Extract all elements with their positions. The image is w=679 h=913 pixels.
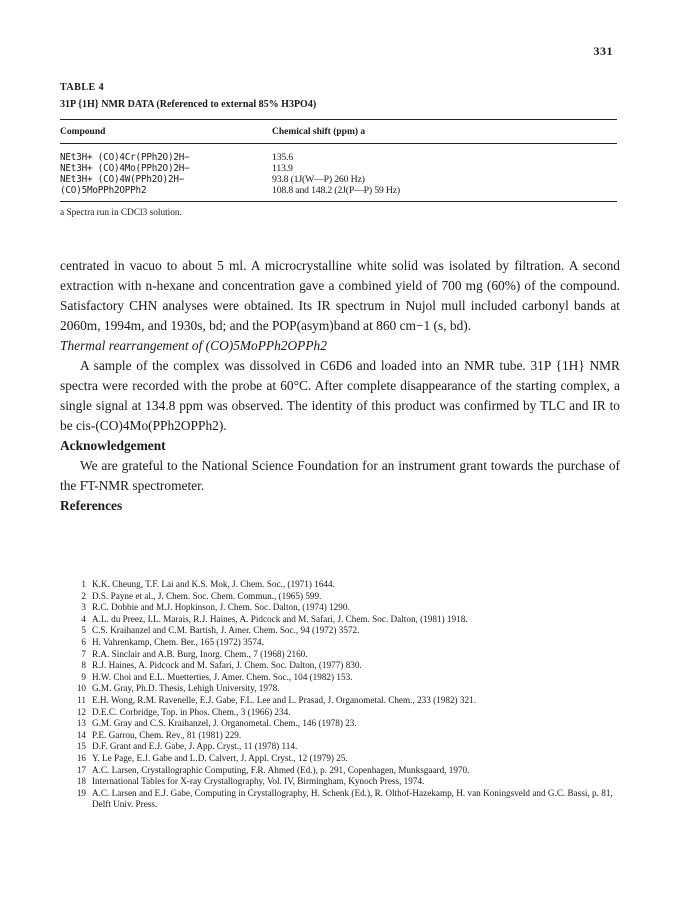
reference-text: A.C. Larsen and E.J. Gabe, Computing in Crystallography, H. Schenk (Ed.), R. Olthof-Hazekamp, H. van Koningsveld and G.C. Bassi, p. 81, Delft Univ. Press.: [92, 787, 613, 810]
table-row: [60, 152, 620, 163]
reference-item: [60, 776, 620, 788]
section-title: Thermal rearrangement of (CO)5MoPPh2OPPh2: [60, 338, 327, 353]
reference-item: [60, 788, 620, 811]
table-row: [60, 185, 620, 196]
reference-number: 3: [81, 602, 86, 613]
reference-number: 7: [81, 648, 86, 659]
reference-text: H.W. Choi and E.L. Muetterties, J. Amer. Chem. Soc., 104 (1982) 153.: [92, 671, 353, 682]
reference-item: [60, 695, 620, 707]
reference-item: [60, 649, 620, 661]
reference-item: [60, 672, 620, 684]
reference-number: 18: [76, 776, 86, 787]
reference-text: P.E. Garrou, Chem. Rev., 81 (1981) 229.: [92, 729, 242, 740]
nmr-table: [60, 82, 620, 218]
table-cell-compound: (CO)5MoPPh2OPPh2: [60, 185, 147, 196]
reference-item: [60, 637, 620, 649]
reference-text: A.C. Larsen, Crystallographic Computing, F.R. Ahmed (Ed.), p. 291, Copenhagen, Munksgaard, 1970.: [92, 764, 470, 775]
reference-item: [60, 625, 620, 637]
reference-item: [60, 753, 620, 765]
reference-item: [60, 614, 620, 626]
table-header-row: [60, 127, 620, 137]
table-cell-compound: NEt3H+ (CO)4W(PPh2O)2H−: [60, 174, 185, 185]
reference-item: [60, 765, 620, 777]
reference-text: D.S. Payne et al., J. Chem. Soc. Chem. Commun., (1965) 599.: [92, 590, 322, 601]
references-heading: References: [60, 498, 123, 513]
reference-number: 1: [81, 579, 86, 589]
table-top-rule: [60, 119, 617, 120]
reference-text: K.K. Cheung, T.F. Lai and K.S. Mok, J. Chem. Soc., (1971) 1644.: [92, 579, 335, 589]
reference-item: [60, 683, 620, 695]
reference-number: 14: [76, 729, 86, 740]
references-list: [60, 579, 620, 811]
reference-text: International Tables for X-ray Crystallography, Vol. IV, Birmingham, Kynoch Press, 1974.: [92, 776, 425, 787]
reference-item: [60, 591, 620, 603]
reference-number: 6: [81, 636, 86, 647]
reference-text: G.M. Gray and C.S. Kraihanzel, J. Organometal. Chem., 146 (1978) 23.: [92, 718, 357, 729]
table-label: TABLE 4: [60, 82, 105, 93]
reference-text: R.A. Sinclair and A.B. Burg, Inorg. Chem., 7 (1968) 2160.: [92, 648, 308, 659]
reference-text: R.J. Haines, A. Pidcock and M. Safari, J. Chem. Soc. Dalton, (1977) 830.: [92, 660, 362, 671]
page-number: 331: [593, 44, 613, 58]
table-footnote: a Spectra run in CDCl3 solution.: [60, 208, 182, 218]
reference-number: 2: [81, 590, 86, 601]
table-bottom-rule: [60, 201, 617, 202]
reference-item: [60, 707, 620, 719]
table-cell-shift: 93.8 (1J(W—P) 260 Hz): [272, 174, 365, 185]
reference-item: [60, 730, 620, 742]
reference-item: [60, 579, 620, 591]
body-paragraph: A sample of the complex was dissolved in C6D6 and loaded into an NMR tube. 31P {1H} NMR spectra were recorded with the probe at 60°C. After complete disappearance of the starting complex, a single signal at 134.8 ppm was observed. The identity of this product was confirmed by TLC and IR to be cis-(CO)4Mo(PPh2OPPh2).: [60, 358, 620, 433]
reference-item: [60, 718, 620, 730]
reference-text: E.H. Wong, R.M. Ravenelle, E.J. Gabe, F.L. Lee and L. Prasad, J. Organometal. Chem., 233 (1982) 321.: [92, 694, 476, 705]
reference-item: [60, 602, 620, 614]
table-title: 31P {1H} NMR DATA (Referenced to external 85% H3PO4): [60, 99, 317, 110]
table-row: [60, 163, 620, 174]
table-cell-compound: NEt3H+ (CO)4Cr(PPh2O)2H−: [60, 152, 190, 163]
reference-number: 11: [77, 694, 86, 705]
reference-text: C.S. Kraihanzel and C.M. Bartish, J. Amer. Chem. Soc., 94 (1972) 3572.: [92, 625, 360, 636]
table-header-compound: Compound: [60, 127, 106, 137]
reference-number: 16: [76, 752, 86, 763]
reference-number: 9: [81, 671, 86, 682]
body-paragraph: centrated in vacuo to about 5 ml. A microcrystalline white solid was isolated by filtration. A second extraction with n-hexane and concentration gave a combined yield of 700 mg (60%) of the compound. Satisfactory CHN analyses were obtained. Its IR spectrum in Nujol mull included carbonyl bands at 2060m, 1994m, and 1930s, bd; and the POP(asym)band at 860 cm−1 (s, bd).: [60, 258, 620, 333]
reference-item: [60, 741, 620, 753]
reference-number: 19: [76, 787, 86, 798]
reference-number: 15: [76, 741, 86, 752]
reference-text: G.M. Gray, Ph.D. Thesis, Lehigh University, 1978.: [92, 683, 280, 694]
body-text: [60, 256, 620, 516]
reference-text: D.E.C. Corbridge, Top. in Phos. Chem., 3 (1966) 234.: [92, 706, 291, 717]
table-body: [60, 152, 620, 196]
reference-item: [60, 660, 620, 672]
table-cell-shift: 108.8 and 148.2 (2J(P—P) 59 Hz): [272, 185, 400, 196]
reference-text: H. Vahrenkamp, Chem. Ber., 165 (1972) 3574.: [92, 636, 264, 647]
table-cell-compound: NEt3H+ (CO)4Mo(PPh2O)2H−: [60, 163, 190, 174]
reference-number: 17: [76, 764, 86, 775]
reference-number: 10: [76, 683, 86, 694]
reference-text: D.F. Grant and E.J. Gabe, J. App. Cryst., 11 (1978) 114.: [92, 741, 298, 752]
acknowledgement-text: We are grateful to the National Science Foundation for an instrument grant towards the purchase of the FT-NMR spectrometer.: [60, 458, 620, 493]
table-header-rule: [60, 143, 617, 144]
table-header-shift: Chemical shift (ppm) a: [272, 127, 366, 137]
reference-text: A.L. du Preez, I.L. Marais, R.J. Haines, A. Pidcock and M. Safari, J. Chem. Soc. Dalton, (1981) 1918.: [92, 613, 468, 624]
table-row: [60, 174, 620, 185]
reference-number: 13: [76, 718, 86, 729]
table-cell-shift: 113.9: [272, 163, 293, 174]
reference-number: 8: [81, 660, 86, 671]
reference-number: 12: [76, 706, 86, 717]
acknowledgement-heading: Acknowledgement: [60, 438, 166, 453]
table-cell-shift: 135.6: [272, 152, 294, 163]
reference-number: 4: [81, 613, 86, 624]
reference-text: Y. Le Page, E.J. Gabe and L.D. Calvert, J. Appl. Cryst., 12 (1979) 25.: [92, 752, 348, 763]
reference-text: R.C. Dobbie and M.J. Hopkinson, J. Chem. Soc. Dalton, (1974) 1290.: [92, 602, 350, 613]
reference-number: 5: [81, 625, 86, 636]
